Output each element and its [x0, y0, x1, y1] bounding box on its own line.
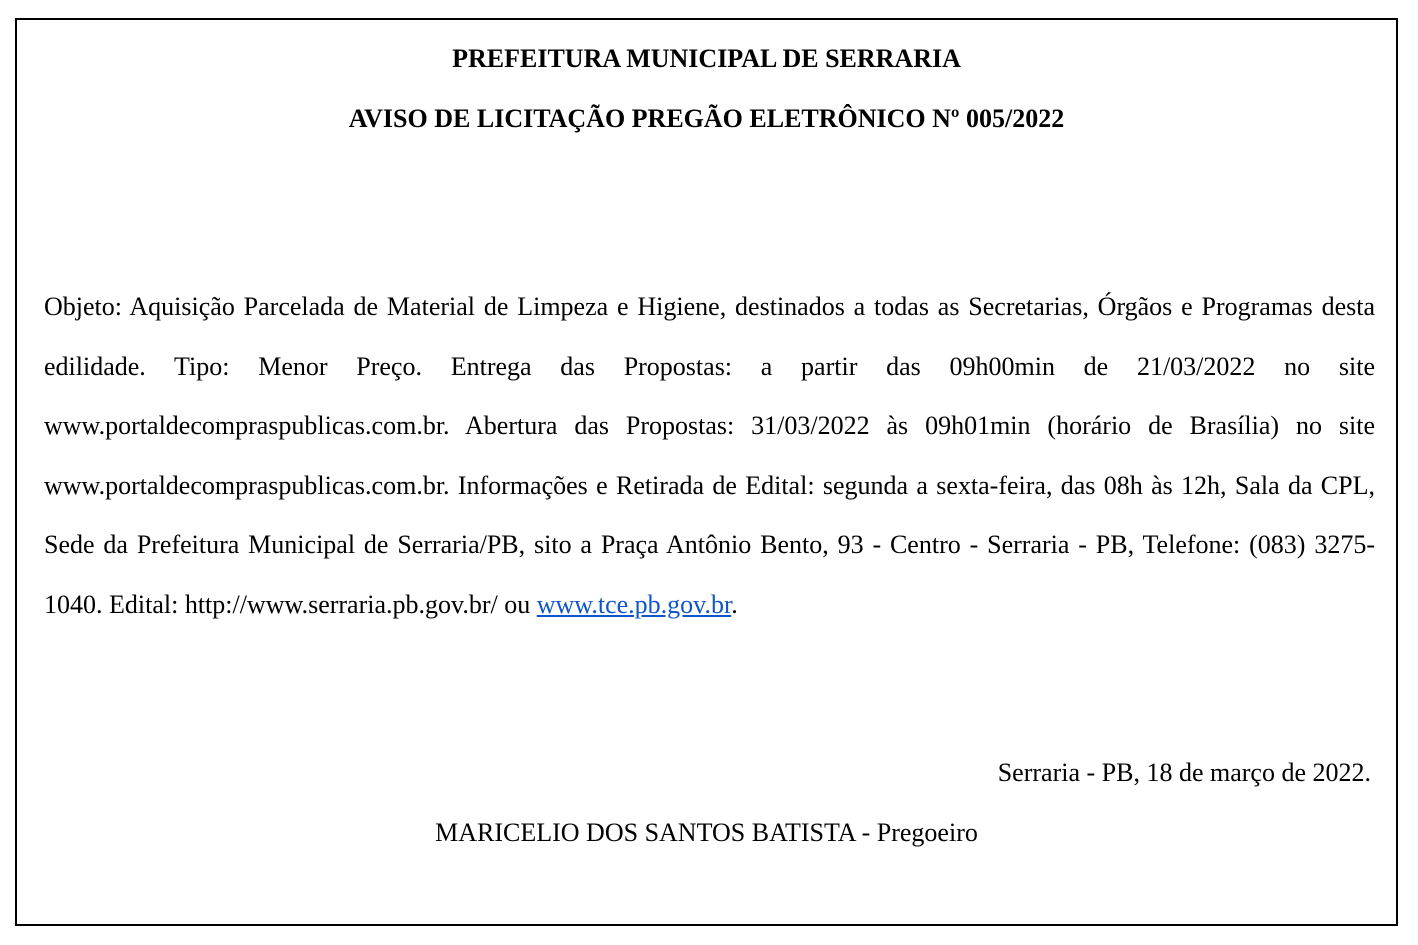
notice-body-end: .: [731, 589, 738, 619]
notice-body: [44, 277, 1375, 634]
notice-title: PREFEITURA MUNICIPAL DE SERRARIA: [452, 44, 961, 73]
place-date: Serraria - PB, 18 de março de 2022.: [997, 758, 1371, 787]
notice-body-text: Objeto: Aquisição Parcelada de Material de Limpeza e Higiene, destinados a todas as Secretarias, Órgãos e Programas desta edilidade. Tipo: Menor Preço. Entrega das Propostas: a partir das 09h00min de 21/03/2022 no site www.portaldecompraspublicas.com.br. Abertura das Propostas: 31/03/2022 às 09h01min (horário de Brasília) no site www.portaldecompraspublicas.com.br. Informações e Retirada de Edital: segunda a sexta-feira, das 08h às 12h, Sala da CPL, Sede da Prefeitura Municipal de Serraria/PB, sito a Praça Antônio Bento, 93 - Centro - Serraria - PB, Telefone: (083) 3275-1040. Edital: http://www.serraria.pb.gov.br/ ou: [44, 292, 1375, 619]
tce-link[interactable]: www.tce.pb.gov.br: [536, 589, 732, 619]
notice-subtitle: AVISO DE LICITAÇÃO PREGÃO ELETRÔNICO Nº 005/2022: [348, 104, 1065, 133]
notice-frame: [15, 18, 1398, 926]
signature: MARICELIO DOS SANTOS BATISTA - Pregoeiro: [435, 818, 978, 847]
